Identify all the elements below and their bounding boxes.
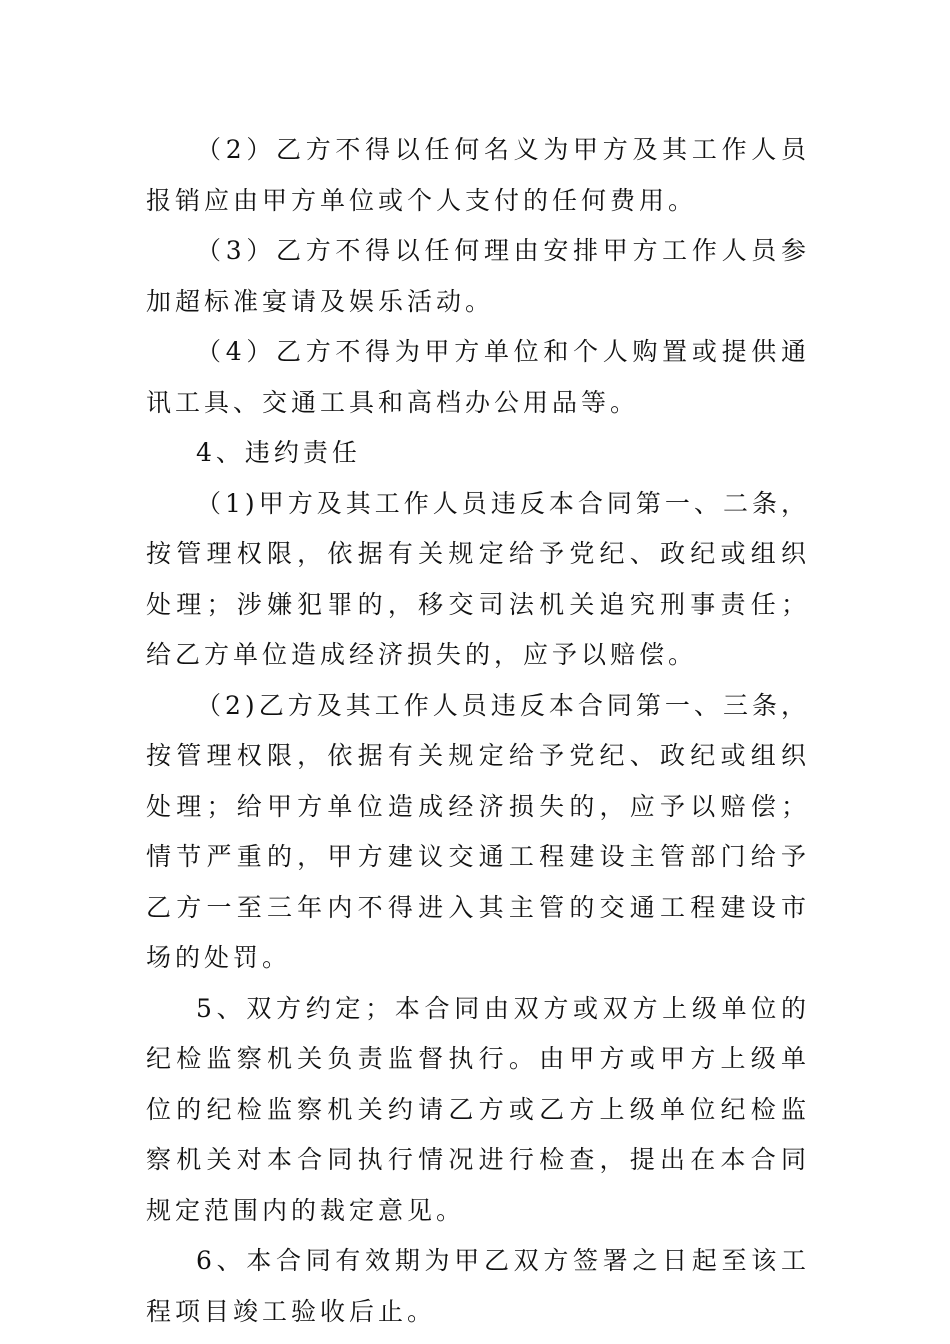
paragraph-clause-3: （3）乙方不得以任何理由安排甲方工作人员参加超标准宴请及娱乐活动。 (146, 236, 810, 316)
paragraph-section-5: 5、双方约定；本合同由双方或双方上级单位的纪检监察机关负责监督执行。由甲方或甲方上级单位的纪检监察机关约请乙方或乙方上级单位纪检监察机关对本合同执行情况进行检查，提出在本合同规定范围内的裁定意见。 (146, 993, 810, 1225)
paragraph-breach-2: （2)乙方及其工作人员违反本合同第一、三条，按管理权限，依据有关规定给予党纪、政纪或组织处理；给甲方单位造成经济损失的，应予以赔偿；情节严重的，甲方建议交通工程建设主管部门给予乙方一至三年内不得进入其主管的交通工程建设市场的处罚。 (146, 690, 810, 972)
paragraph-clause-4: （4）乙方不得为甲方单位和个人购置或提供通讯工具、交通工具和高档办公用品等。 (146, 337, 810, 417)
paragraph-clause-2: （2）乙方不得以任何名义为甲方及其工作人员报销应由甲方单位或个人支付的任何费用。 (146, 135, 810, 215)
paragraph-section-6: 6、本合同有效期为甲乙双方签署之日起至该工程项目竣工验收后止。 (146, 1246, 810, 1326)
section-heading-breach: 4、违约责任 (196, 438, 361, 467)
paragraph-breach-1: （1)甲方及其工作人员违反本合同第一、二条，按管理权限，依据有关规定给予党纪、政纪或组织处理；涉嫌犯罪的，移交司法机关追究刑事责任；给乙方单位造成经济损失的，应予以赔偿。 (146, 488, 810, 669)
document-body (146, 125, 810, 1337)
